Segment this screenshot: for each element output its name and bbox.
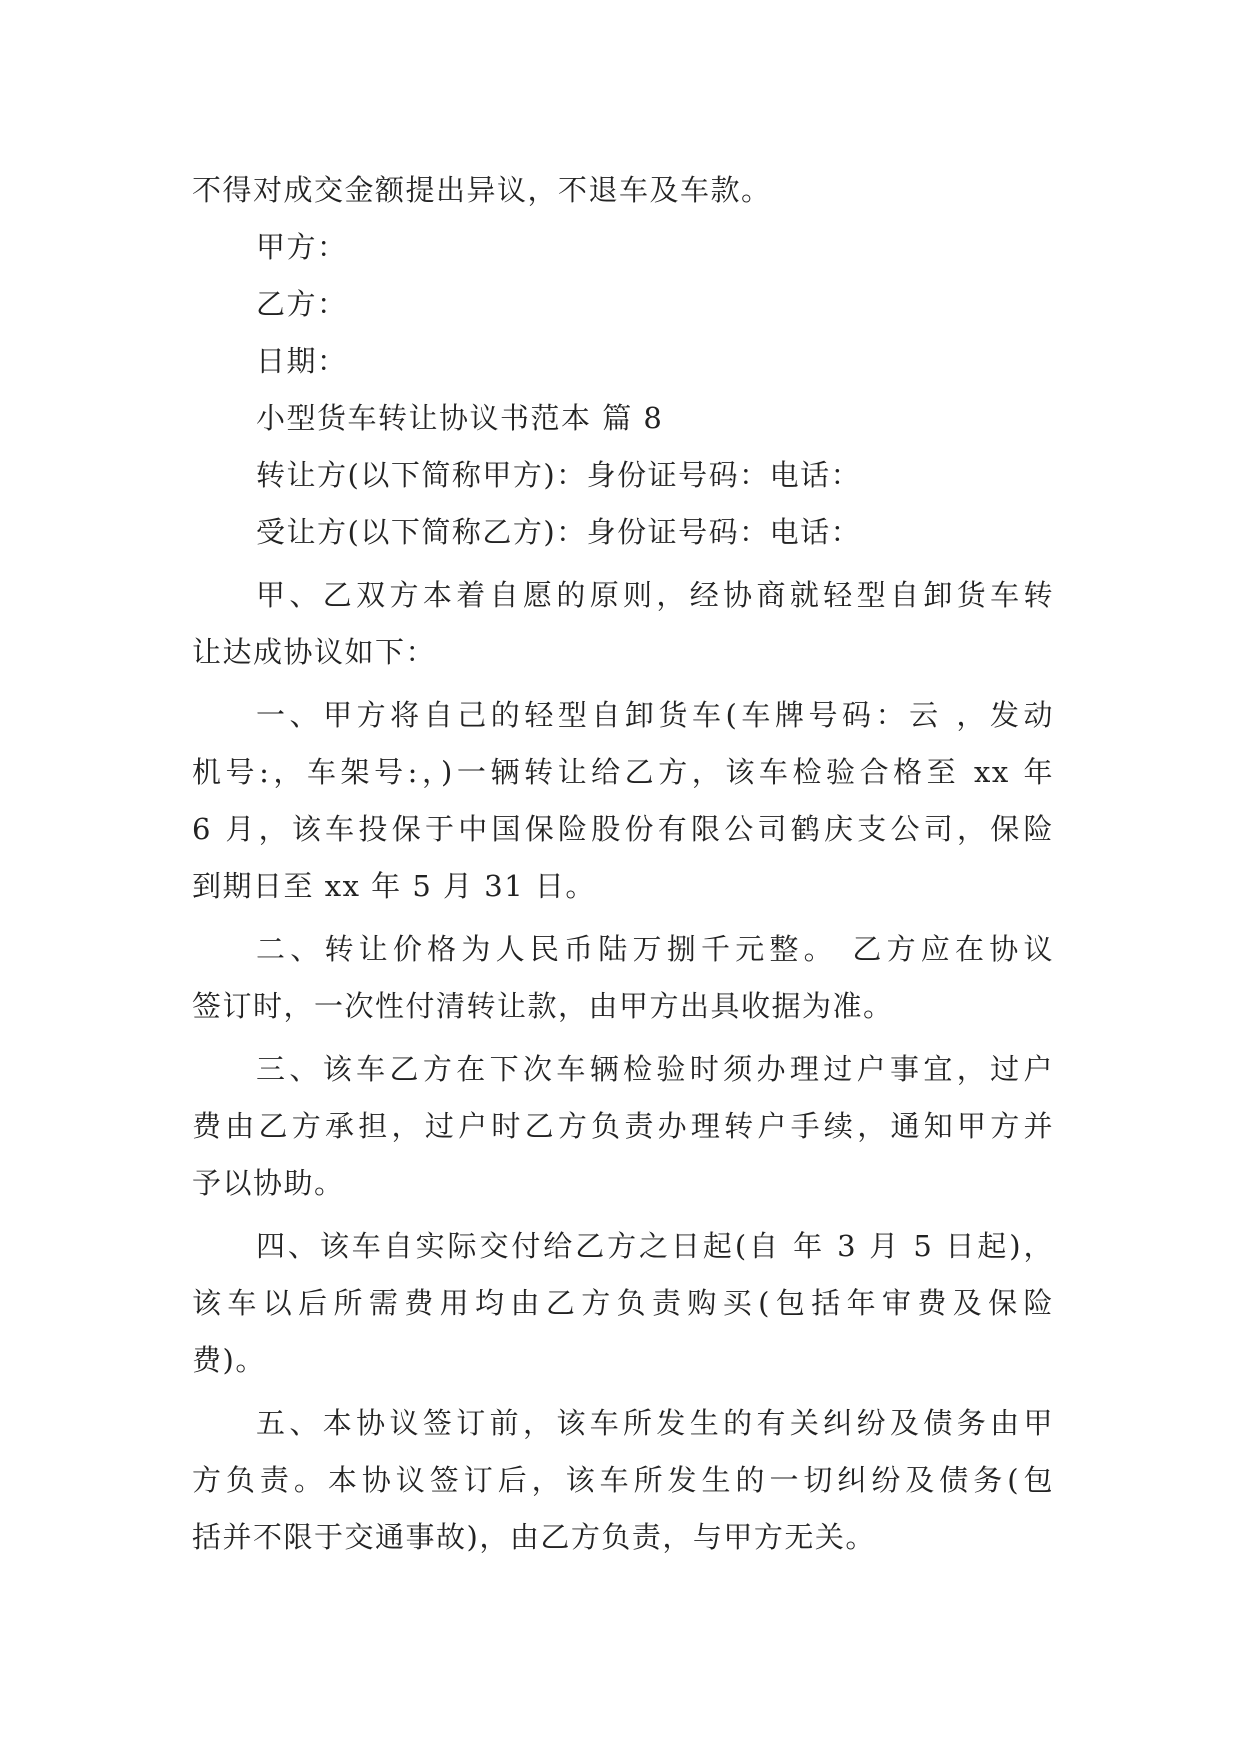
- clause-2-line: 签订时，一次性付清转让款，由甲方出具收据为准。: [192, 989, 894, 1023]
- intro-paragraph-line: 甲、乙双方本着自愿的原则，经协商就轻型自卸货车转: [256, 578, 1054, 612]
- clause-5-line: 括并不限于交通事故)，由乙方负责，与甲方无关。: [192, 1520, 876, 1554]
- clause-1-line: 一、甲方将自己的轻型自卸货车(车牌号码：云 ，发动: [256, 698, 1054, 732]
- text-line: 不得对成交金额提出异议，不退车及车款。: [192, 173, 772, 207]
- clause-5-line: 方负责。本协议签订后，该车所发生的一切纠纷及债务(包: [192, 1463, 1054, 1497]
- clause-5-line: 五、本协议签订前，该车所发生的有关纠纷及债务由甲: [256, 1406, 1054, 1440]
- party-b-label: 乙方：: [256, 287, 348, 321]
- transferor-line: 转让方(以下简称甲方)：身份证号码：电话：: [256, 458, 862, 492]
- date-label: 日期：: [256, 344, 348, 378]
- clause-1-line: 机号:，车架号:，)一辆转让给乙方，该车检验合格至 xx 年: [192, 755, 1054, 789]
- clause-4-line: 该车以后所需费用均由乙方负责购买(包括年审费及保险: [192, 1286, 1054, 1320]
- document-body: [192, 162, 1054, 1566]
- clause-1-line: 6 月，该车投保于中国保险股份有限公司鹤庆支公司，保险: [192, 812, 1054, 846]
- intro-paragraph-line: 让达成协议如下：: [192, 635, 437, 669]
- clause-3-line: 予以协助。: [192, 1166, 345, 1200]
- party-a-label: 甲方：: [256, 230, 348, 264]
- clause-4-line: 四、该车自实际交付给乙方之日起(自 年 3 月 5 日起)，: [256, 1229, 1054, 1263]
- section-title: 小型货车转让协议书范本 篇 8: [256, 401, 664, 435]
- clause-3-line: 三、该车乙方在下次车辆检验时须办理过户事宜，过户: [256, 1052, 1054, 1086]
- clause-1-line: 到期日至 xx 年 5 月 31 日。: [192, 869, 596, 903]
- clause-3-line: 费由乙方承担，过户时乙方负责办理转户手续，通知甲方并: [192, 1109, 1054, 1143]
- transferee-line: 受让方(以下简称乙方)：身份证号码：电话：: [256, 515, 862, 549]
- clause-4-line: 费)。: [192, 1343, 266, 1377]
- clause-2-line: 二、转让价格为人民币陆万捌千元整。 乙方应在协议: [256, 932, 1054, 966]
